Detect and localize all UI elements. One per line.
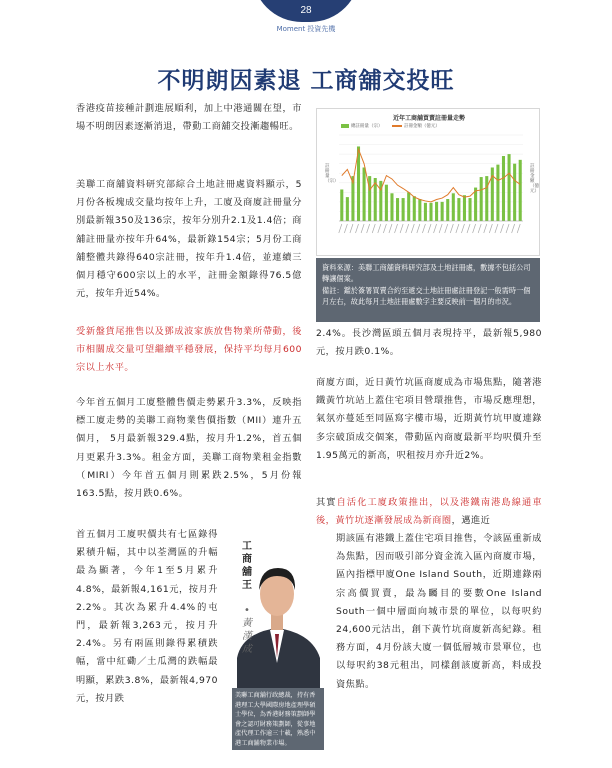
source-text: 美聯工商舖資料研究部及土地註冊處，數據不包括公司轉讓個案。 bbox=[322, 263, 531, 284]
chart-title: 近年工商舖買賣註冊量走勢 bbox=[392, 115, 465, 122]
chart-bar bbox=[452, 193, 455, 221]
wch-text-a: 其實 bbox=[316, 497, 337, 508]
left-axis-label: 註冊量（宗） bbox=[325, 164, 339, 184]
chart-x-tick-label bbox=[484, 224, 487, 233]
note-source bbox=[322, 262, 534, 285]
chart-x-tick-label bbox=[512, 224, 515, 233]
chart-x-tick-label bbox=[445, 224, 448, 233]
chart-x-tick-label bbox=[456, 224, 459, 233]
wch-text-red: 自活化工廈政策推出，以及港鐵南港島線通車後，黃竹坑逐漸發展成為新商圈 bbox=[316, 497, 543, 527]
chart-x-tick-label bbox=[383, 224, 386, 233]
paragraph-intro: 香港疫苗接種計劃進展順利，加上中港通關在望，市場不明朗因素逐漸消退，帶動工商舖交投漸趨暢旺。 bbox=[76, 103, 302, 133]
chart-x-tick-label bbox=[467, 224, 470, 233]
paragraph-districts: 首五個月工廈呎價共有七區錄得累積升幅，其中以荃灣區的升幅最為顯著，今年1至5月累升4.8%，最新報4,161元，按月升2.2%。其次為累升4.4%的屯門，最新報3,263元，按月升2.4%。另有兩區則錄得累積跌幅，當中紅磡／土瓜灣的跌幅最明顯，累跌3.8%，最新報4,970元，按月跌 bbox=[76, 529, 218, 704]
chart-bar bbox=[346, 197, 349, 221]
chart-x-tick-label bbox=[356, 224, 359, 233]
chart-bar bbox=[480, 177, 483, 221]
registration-chart bbox=[316, 108, 540, 256]
chart-bar bbox=[390, 193, 393, 221]
chart-bar bbox=[468, 198, 471, 221]
chart-bar bbox=[340, 189, 343, 221]
chart-bar bbox=[435, 202, 438, 221]
chart-x-tick-label bbox=[367, 224, 370, 233]
chart-x-tick-label bbox=[339, 224, 342, 233]
chart-bar bbox=[446, 199, 449, 221]
paragraph-outlook: 受新盤貨尾推售以及鄧成波家族放售物業所帶動，後市相關成交量可望繼續平穩發展，保持平均每月600宗以上水平。 bbox=[76, 326, 302, 374]
legend-bar-label: 總註冊量（宗） bbox=[351, 124, 383, 129]
remark-label: 備註： bbox=[322, 285, 344, 295]
chart-bar bbox=[485, 176, 488, 221]
chart-x-tick-label bbox=[473, 224, 476, 233]
section-label: Moment 投資先機 bbox=[276, 25, 336, 33]
source-label: 資料來源： bbox=[322, 263, 358, 272]
note-remark bbox=[322, 285, 534, 308]
chart-x-tick-label bbox=[506, 224, 509, 233]
chart-bar bbox=[508, 154, 511, 221]
chart-x-tick-label bbox=[389, 224, 392, 233]
author-bio: 美聯工商舖行政總裁，持有香港理工大學國際房地產理學碩士學位，為香港財務策劃師學會之認可財務策劃師，從事地產代理工作逾三十載，熟悉中港工商舖物業市場。 bbox=[232, 688, 324, 750]
paragraph-changsha-wan: 2.4%。長沙灣區頭五個月表現持平，最新報5,980元，按月跌0.1%。 bbox=[316, 328, 542, 358]
chart-bar bbox=[396, 198, 399, 221]
chart-x-tick-label bbox=[422, 224, 425, 233]
chart-x-tick-label bbox=[434, 224, 437, 233]
paragraph-one-island-south: 期該區有港鐵上蓋住宅項目推售，令該區重新成為焦點，因而吸引部分資金流入區內商廈市場，區內指標甲廈One Island South，近期連錄兩宗高價買賣，最為矚目的要數One Island South一個中層面向城市景的單位，以每呎約24,600元沽出，創下黃竹坑商廈新高紀錄。租務方面，4月份該大廈一個低層城市景單位，也以每呎約38元租出，同樣創該廈新高，料成投資焦點。 bbox=[336, 533, 542, 690]
chart-bar bbox=[496, 165, 499, 221]
legend-line-label: 註冊金額（億元） bbox=[403, 124, 440, 129]
chart-x-tick-label bbox=[406, 224, 409, 233]
paragraph-registrations: 美聯工商舖資料研究部綜合土地註冊處資料顯示，5月份各板塊成交量均按年上升，工廈及商廈註冊量分別最新報350及136宗，按年分別升2.1及1.4倍；商舖註冊量亦按年升64%，最新錄154宗；5月份工商舖整體共錄得640宗註冊，按年升1.4倍，並連續三個月穩守600宗以上的水平，註冊金額錄得76.5億元，按年升近54%。 bbox=[76, 179, 302, 300]
chart-bar bbox=[363, 167, 366, 221]
chart-x-tick-label bbox=[417, 224, 420, 233]
chart-x-tick-label bbox=[372, 224, 375, 233]
chart-x-tick-label bbox=[517, 224, 520, 233]
chart-bar bbox=[385, 185, 388, 221]
chart-x-tick-label bbox=[400, 224, 403, 233]
article-title: 不明朗因素退 工商舖交投旺 bbox=[157, 68, 455, 94]
paragraph-wong-chuk-hang bbox=[316, 494, 542, 530]
chart-x-tick-label bbox=[500, 224, 503, 233]
paragraph-indices: 今年首五個月工廈整體售價走勢累升3.3%，反映指標工廈走勢的美聯工商物業售價指數（MII）連升五個月， 5月最新報329.4點，按月升1.2%，首五個月更累升3.3%。租金方面，美聯工商物業租金指數（MIRI）今年首五個月則累跌2.5%，5月份報163.5點，按月跌0.6%。 bbox=[76, 397, 302, 500]
chart-x-tick-label bbox=[428, 224, 431, 233]
chart-bar bbox=[519, 160, 522, 221]
chart-x-tick-label bbox=[411, 224, 414, 233]
chart-bar bbox=[413, 196, 416, 221]
chart-x-tick-label bbox=[495, 224, 498, 233]
chart-bar bbox=[424, 203, 427, 221]
chart-x-tick-label bbox=[450, 224, 453, 233]
chart-x-tick-label bbox=[478, 224, 481, 233]
paragraph-office: 商廈方面，近日黃竹坑區商廈成為市場焦點，隨著港鐵黃竹坑站上蓋住宅項目營環推售，市場反應理想，氣氛亦蔓延至同區寫字樓市場，近期黃竹坑甲廈連錄多宗破頂成交個案，帶動區內商廈最新平均呎價升至1.95萬元的新高，呎租按月亦升近2%。 bbox=[316, 377, 542, 461]
chart-x-tick-label bbox=[344, 224, 347, 233]
chart-plot bbox=[317, 109, 541, 257]
chart-bar bbox=[429, 203, 432, 221]
chart-bar bbox=[402, 198, 405, 221]
chart-x-tick-label bbox=[439, 224, 442, 233]
chart-bar bbox=[441, 202, 444, 221]
chart-bar bbox=[407, 192, 410, 221]
author-name: 工商舖王 bbox=[242, 541, 252, 591]
page-number: 28 bbox=[300, 5, 312, 16]
chart-bar bbox=[513, 164, 516, 221]
chart-x-tick-label bbox=[461, 224, 464, 233]
remark-text: 鑑於簽署買賣合約至遞交土地註冊處註冊登記一般需時一個月左右，故此每月土地註冊處數字主要反映前一個月的市況。 bbox=[322, 285, 531, 307]
chart-x-tick-label bbox=[489, 224, 492, 233]
right-axis-label: 註冊金額（億元） bbox=[530, 164, 539, 194]
chart-bar bbox=[502, 156, 505, 221]
chart-bar bbox=[463, 195, 466, 221]
author-signature: • 黃漢成 bbox=[242, 605, 252, 655]
chart-x-tick-label bbox=[378, 224, 381, 233]
chart-x-tick-label bbox=[361, 224, 364, 233]
chart-x-tick-label bbox=[350, 224, 353, 233]
chart-bar bbox=[457, 198, 460, 221]
wch-text-b: ，邁進近 bbox=[451, 515, 491, 527]
chart-note bbox=[316, 258, 540, 322]
chart-bar bbox=[418, 199, 421, 221]
chart-x-tick-label bbox=[395, 224, 398, 233]
